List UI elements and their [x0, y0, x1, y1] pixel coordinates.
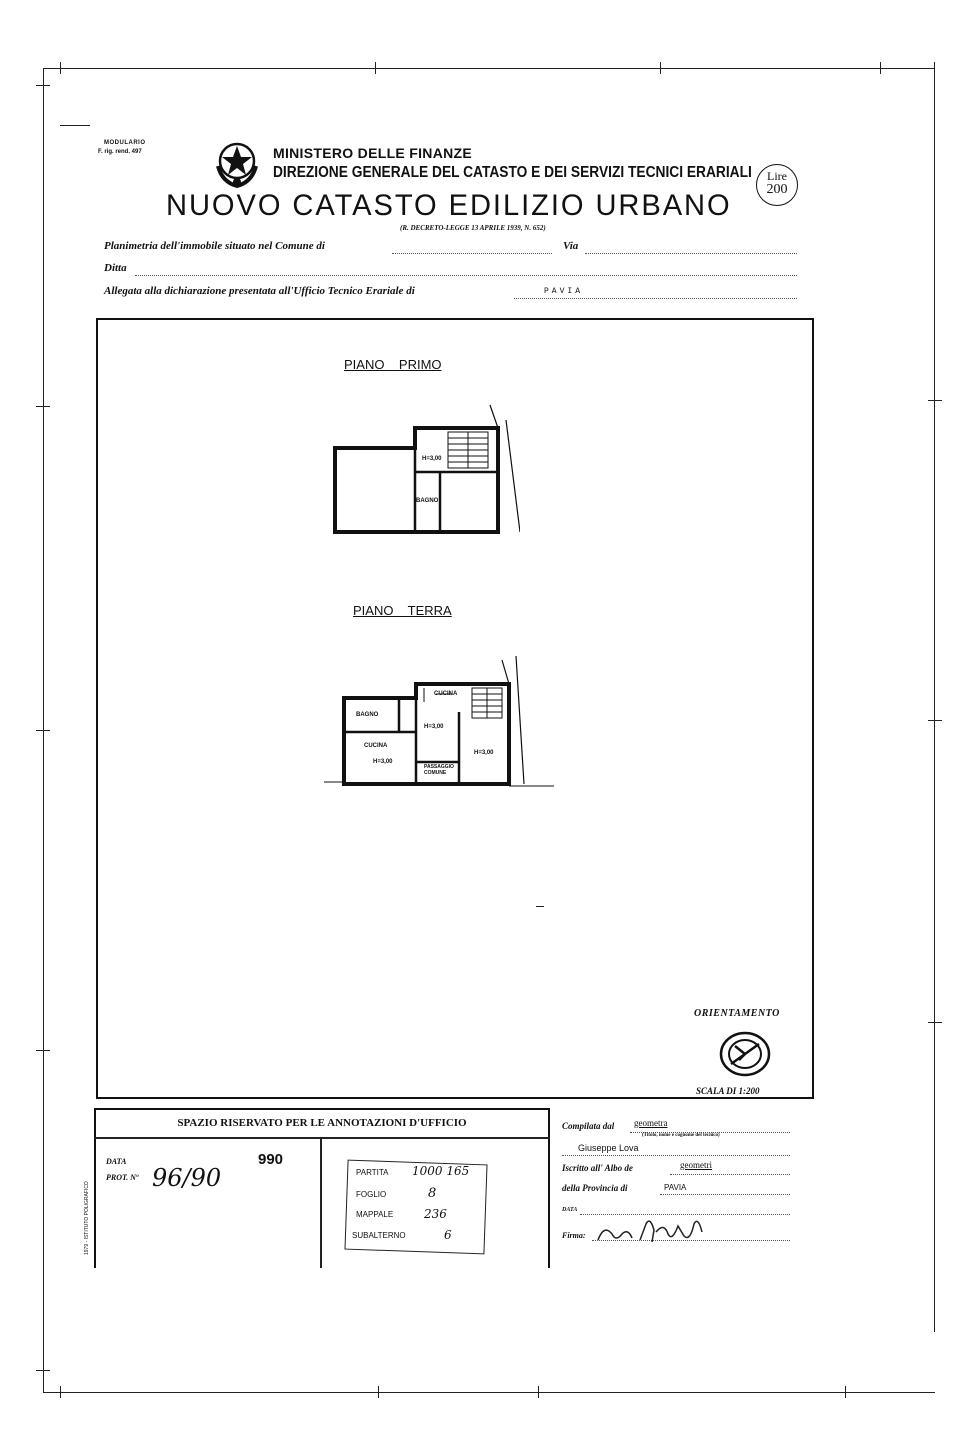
- stray-mark: [536, 906, 544, 907]
- stamp-word: Lire: [767, 169, 787, 183]
- office-side-code: 1979 - ISTITUTO POLIGRAFICO: [84, 1181, 90, 1255]
- floor0-height-left: H=3,00: [373, 759, 393, 765]
- tick-mark: [36, 730, 50, 731]
- tick-mark: [845, 1386, 846, 1398]
- ditta-field-line: [135, 275, 797, 276]
- allegata-label: Allegata alla dichiarazione presentata all'Ufficio Tecnico Erariale di: [104, 285, 415, 297]
- sheet-border-top: [43, 68, 935, 69]
- stamp-foglio-label: FOGLIO: [356, 1190, 387, 1199]
- via-field-line: [585, 253, 797, 254]
- north-arrow-icon: [718, 1030, 772, 1078]
- office-title: SPAZIO RISERVATO PER LE ANNOTAZIONI D'UFFICIO: [177, 1117, 467, 1129]
- modulario-label: MODULARIO: [104, 140, 146, 146]
- office-prot-value: 96/90: [152, 1164, 222, 1192]
- provincia-label: della Provincia di: [562, 1183, 628, 1193]
- stamp-sub-value: 6: [444, 1228, 452, 1242]
- tick-mark: [538, 1386, 539, 1398]
- iscritto-value: geometri: [680, 1160, 712, 1170]
- tick-mark: [36, 1050, 50, 1051]
- office-data-value: 990: [258, 1151, 284, 1168]
- office-data-label: DATA: [106, 1157, 127, 1166]
- document-title: NUOVO CATASTO EDILIZIO URBANO: [166, 189, 732, 222]
- floor1-plan: [330, 400, 520, 545]
- floor0-cucina: CUCINA: [364, 743, 388, 749]
- floor0-title: PIANO TERRA: [353, 603, 452, 618]
- floor0-height-right: H=3,00: [474, 750, 494, 756]
- tick-mark: [36, 1370, 50, 1371]
- floor0-bagno: BAGNO: [356, 712, 379, 718]
- planimetria-label: Planimetria dell'immobile situato nel Comune di: [104, 240, 325, 252]
- tick-mark: [928, 1022, 942, 1023]
- firma-label: Firma:: [562, 1231, 586, 1240]
- sheet-border-bottom: [43, 1392, 935, 1393]
- compiler-name: Giuseppe Lova: [578, 1143, 639, 1153]
- tick-mark: [928, 720, 942, 721]
- office-divider: [320, 1137, 322, 1268]
- iscritto-line: [670, 1174, 790, 1175]
- tick-mark: [660, 62, 661, 74]
- sheet-border-right: [934, 62, 935, 1332]
- compiler-data-label: DATA: [562, 1207, 578, 1213]
- stamp-partita-label: PARTITA: [356, 1168, 389, 1177]
- ditta-label: Ditta: [104, 262, 127, 274]
- compilata-value: geometra: [634, 1118, 668, 1128]
- allegata-value: PAVIA: [544, 287, 584, 296]
- modulario-code: F. rig. rend. 497: [98, 149, 142, 155]
- scale-label: SCALA DI 1:200: [696, 1086, 760, 1096]
- stamp-value: 200: [766, 182, 788, 197]
- comune-field-line: [392, 253, 552, 254]
- decree-reference: (R. DECRETO-LEGGE 13 APRILE 1939, N. 652): [400, 224, 546, 232]
- tick-mark: [378, 1386, 379, 1398]
- compilata-label: Compilata dal: [562, 1121, 615, 1131]
- floor1-title: PIANO PRIMO: [344, 357, 442, 372]
- stamp-foglio-value: 8: [428, 1186, 437, 1201]
- emblem-icon: [212, 136, 262, 190]
- allegata-field-line: [514, 298, 797, 299]
- floor0-cucina-top: CUCINA: [434, 691, 458, 697]
- stamp-partita-value: 1000 165: [412, 1164, 470, 1178]
- compilata-hint: (Titolo, nome e cognome del tecnico): [642, 1133, 720, 1138]
- iscritto-label: Iscritto all' Albo de: [562, 1163, 633, 1173]
- tick-mark: [928, 400, 942, 401]
- floor1-height: H=3,00: [422, 456, 442, 462]
- provincia-value: PAVIA: [664, 1183, 687, 1192]
- floor0-height-mid: H=3,00: [424, 724, 444, 730]
- stamp-mappale-label: MAPPALE: [356, 1210, 394, 1219]
- office-prot-label: PROT. Nº: [106, 1173, 139, 1182]
- margin-mark: [60, 125, 90, 126]
- floor1-bagno: BAGNO: [416, 498, 439, 504]
- tick-mark: [375, 62, 376, 74]
- compiler-name-line: [562, 1155, 790, 1156]
- tick-mark: [36, 406, 50, 407]
- floor0-passaggio-comune: PASSAGGIO COMUNE: [424, 764, 454, 776]
- tick-mark: [60, 1386, 61, 1398]
- orientamento-label: ORIENTAMENTO: [694, 1008, 780, 1019]
- via-label: Via: [563, 240, 579, 252]
- tick-mark: [60, 62, 61, 74]
- revenue-stamp: [756, 164, 798, 206]
- tick-mark: [36, 85, 50, 86]
- office-title-rule: [94, 1137, 550, 1139]
- signature: [594, 1212, 714, 1248]
- stamp-mappale-value: 236: [424, 1207, 447, 1221]
- provincia-line: [660, 1194, 790, 1195]
- direction-title: DIREZIONE GENERALE DEL CATASTO E DEI SERVIZI TECNICI ERARIALI: [273, 164, 752, 181]
- tick-mark: [880, 62, 881, 74]
- ministry-title: MINISTERO DELLE FINANZE: [273, 145, 473, 161]
- stamp-sub-label: SUBALTERNO: [352, 1231, 406, 1240]
